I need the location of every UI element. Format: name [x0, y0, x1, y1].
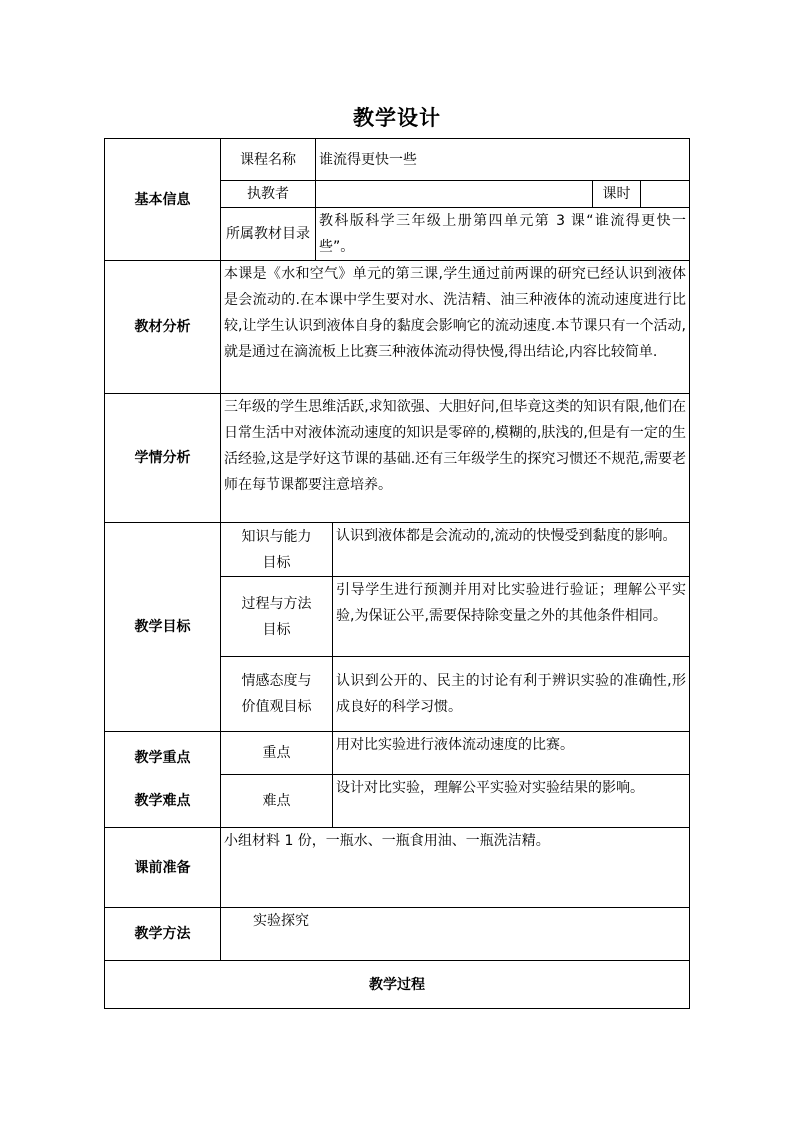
student-analysis-text: 三年级的学生思维活跃,求知欲强、大胆好问,但毕竟这类的知识有限,他们在日常生活中对液体流动速度的知识是零碎的,模糊的,肤浅的,但是有一定的生活经验,这是学好这节课的基础.还有三年级学生的探究习惯还不规范,需要老师在每节课都要注意培养。: [221, 394, 690, 523]
textbook-value: 教科版科学三年级上册第四单元第 3 课“谁流得更快一些”。: [316, 208, 690, 261]
teaching-process-heading: 教学过程: [105, 961, 690, 1009]
material-analysis-section-label: 教材分析: [105, 261, 221, 394]
material-analysis-row: [105, 261, 690, 394]
basic-info-section-label: 基本信息: [105, 139, 221, 261]
difficult-point-text: 设计对比实验，理解公平实验对实验结果的影响。: [333, 775, 690, 828]
preparation-section-label: 课前准备: [105, 828, 221, 908]
objectives-section-label: 教学目标: [105, 523, 221, 732]
textbook-label: 所属教材目录: [221, 208, 316, 261]
objective-knowledge-row: [105, 523, 690, 577]
process-objective-text: 引导学生进行预测并用对比实验进行验证；理解公平实验,为保证公平,需要保持除变量之外的其他条件相同。: [333, 577, 690, 657]
method-section-label: 教学方法: [105, 908, 221, 961]
lesson-plan-table: [104, 138, 690, 1009]
basic-info-row-course: [105, 139, 690, 181]
teacher-value: [316, 181, 593, 208]
key-point-label: 重点: [221, 732, 333, 775]
emotion-objective-text: 认识到公开的、民主的讨论有利于辨识实验的准确性,形成良好的科学习惯。: [333, 657, 690, 732]
knowledge-objective-label: 知识与能力 目标: [221, 523, 333, 577]
emotion-objective-label: 情感态度与 价值观目标: [221, 657, 333, 732]
difficult-point-label: 难点: [221, 775, 333, 828]
method-text: 实验探究: [221, 908, 690, 961]
material-analysis-text: 本课是《水和空气》单元的第三课,学生通过前两课的研究已经认识到液体是会流动的.在本课中学生要对水、洗洁精、油三种液体的流动速度进行比较,让学生认识到液体自身的黏度会影响它的流动速度.本节课只有一个活动,就是通过在滴流板上比赛三种液体流动得快慢,得出结论,内容比较简单.: [221, 261, 690, 394]
course-name-value: 谁流得更快一些: [316, 139, 690, 181]
method-row: [105, 908, 690, 961]
process-row: [105, 961, 690, 1009]
course-name-label: 课程名称: [221, 139, 316, 181]
teacher-label: 执教者: [221, 181, 316, 208]
document-title: 教学设计: [353, 106, 441, 130]
process-objective-label: 过程与方法 目标: [221, 577, 333, 657]
preparation-row: [105, 828, 690, 908]
period-label: 课时: [593, 181, 641, 208]
student-analysis-section-label: 学情分析: [105, 394, 221, 523]
key-point-text: 用对比实验进行液体流动速度的比赛。: [333, 732, 690, 775]
key-difficult-section-label: 教学重点 教学难点: [105, 732, 221, 828]
key-point-row: [105, 732, 690, 775]
period-value: [641, 181, 690, 208]
preparation-text: 小组材料 1 份，一瓶水、一瓶食用油、一瓶洗洁精。: [221, 828, 690, 908]
knowledge-objective-text: 认识到液体都是会流动的,流动的快慢受到黏度的影响。: [333, 523, 690, 577]
student-analysis-row: [105, 394, 690, 523]
